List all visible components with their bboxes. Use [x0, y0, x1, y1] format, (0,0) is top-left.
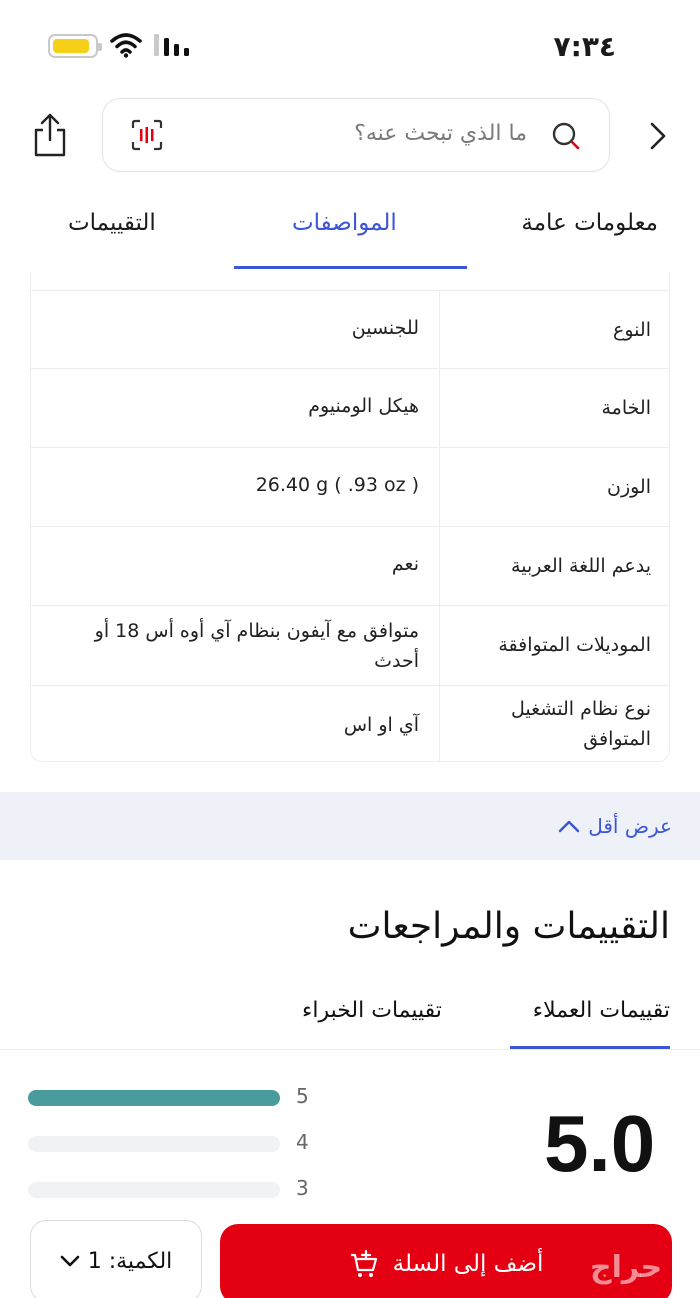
rating-star-count: 3	[296, 1176, 309, 1200]
average-rating: 5.0	[544, 1099, 656, 1188]
back-button[interactable]	[644, 118, 672, 154]
search-input[interactable]	[102, 98, 610, 172]
spec-value: آي او اس	[343, 714, 419, 736]
status-bar	[0, 0, 700, 90]
spec-label: نوع نظام التشغيل المتوافق	[511, 698, 651, 750]
rating-bar-fill	[28, 1090, 280, 1106]
reviews-title: التقييمات والمراجعات	[347, 906, 670, 947]
tab-specifications[interactable]: المواصفات	[292, 210, 397, 236]
tab-general-info[interactable]: معلومات عامة	[521, 210, 658, 236]
show-less-bar	[0, 792, 700, 860]
table-row	[31, 290, 669, 368]
spec-value: نعم	[391, 553, 419, 575]
spec-label: يدعم اللغة العربية	[511, 555, 651, 577]
rating-bar-row	[28, 1130, 318, 1154]
chevron-up-icon	[558, 819, 580, 833]
spec-label: الموديلات المتوافقة	[498, 634, 651, 656]
quantity-select[interactable]	[30, 1220, 202, 1298]
spec-value: متوافق مع آيفون بنظام آي أوه أس 18 أو أحدث	[94, 620, 419, 672]
rating-bar-row	[28, 1084, 318, 1108]
table-row	[31, 447, 669, 526]
tab-customer-reviews[interactable]: تقييمات العملاء	[532, 998, 670, 1023]
tab-ratings[interactable]: التقييمات	[68, 210, 156, 236]
quantity-label: الكمية: 1	[87, 1248, 173, 1274]
chevron-down-icon	[60, 1254, 80, 1268]
add-to-cart-label: أضف إلى السلة	[392, 1251, 544, 1277]
cart-plus-icon	[349, 1249, 379, 1279]
tab-expert-reviews[interactable]: تقييمات الخبراء	[302, 998, 442, 1023]
reviews-tabs	[0, 990, 700, 1050]
active-tab-indicator	[510, 1046, 670, 1049]
active-tab-indicator	[234, 266, 467, 269]
cellular-signal-icon	[154, 34, 190, 56]
product-tabs	[0, 196, 700, 272]
search-placeholder: ما الذي تبحث عنه؟	[354, 121, 527, 146]
specifications-table	[30, 272, 670, 762]
spec-label: الوزن	[606, 476, 651, 498]
chevron-right-icon	[649, 121, 667, 151]
spec-label: الخامة	[601, 397, 651, 419]
barcode-scan-icon[interactable]	[131, 119, 163, 151]
show-less-label: عرض أقل	[588, 814, 672, 838]
spec-value: للجنسين	[351, 317, 419, 339]
search-icon	[551, 121, 581, 151]
rating-star-count: 5	[296, 1084, 309, 1108]
spec-value: هيكل الومنيوم	[308, 395, 419, 417]
rating-bar-track	[28, 1182, 280, 1198]
wifi-icon	[110, 32, 142, 58]
spec-label: النوع	[613, 319, 651, 341]
table-row	[31, 685, 669, 762]
show-less-button[interactable]	[558, 814, 672, 838]
battery-icon	[48, 34, 98, 58]
rating-bar-track	[28, 1090, 280, 1106]
status-time: ٧:٣٤	[553, 30, 616, 63]
rating-star-count: 4	[296, 1130, 309, 1154]
table-row	[31, 605, 669, 685]
table-row	[31, 526, 669, 605]
rating-bar-track	[28, 1136, 280, 1152]
spec-value: 26.40 g ( .93 oz )	[255, 474, 419, 496]
watermark-logo: حراج	[590, 1250, 663, 1285]
rating-bar-row	[28, 1176, 318, 1200]
share-icon[interactable]	[32, 112, 68, 158]
table-row	[31, 368, 669, 447]
